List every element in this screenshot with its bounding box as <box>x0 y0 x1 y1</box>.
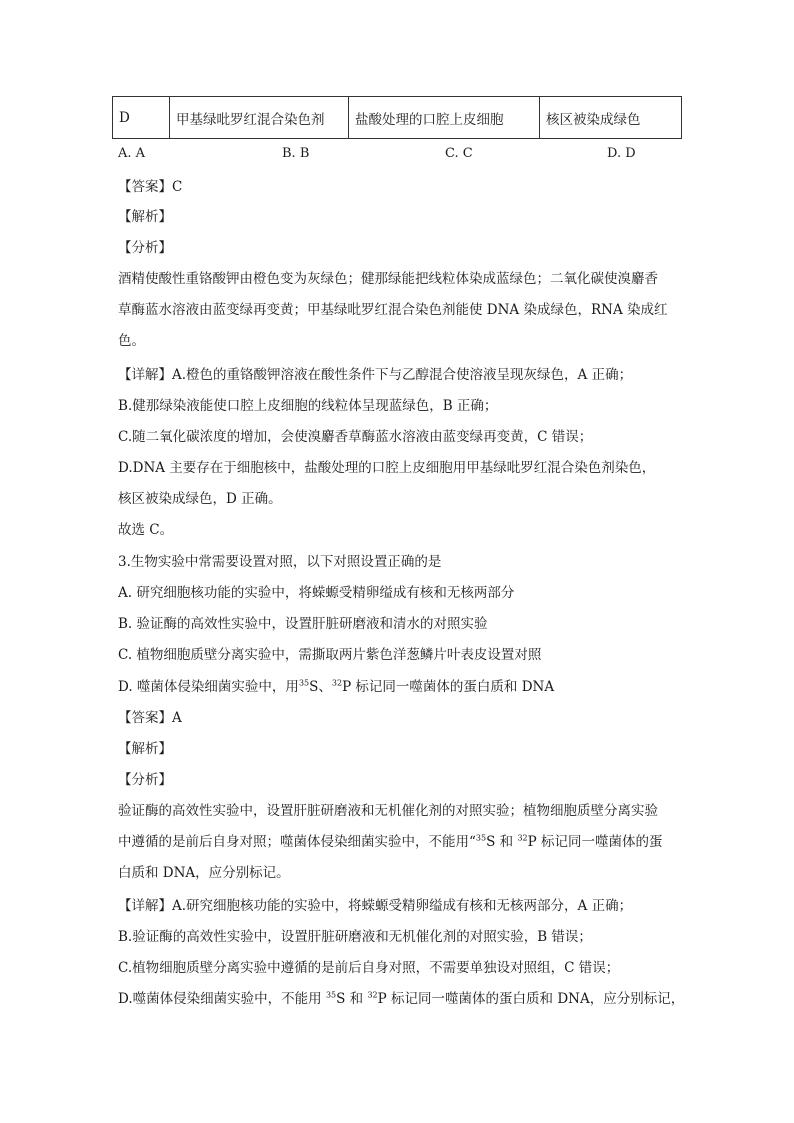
q2-fenxi-title: 【分析】 <box>118 240 172 256</box>
q3-detail-line: C.植物细胞质壁分离实验中遵循的是前后自身对照，不需要单独设对照组，C 错误； <box>118 960 620 976</box>
q3-detail-line: 【详解】A.研究细胞核功能的实验中，将蝾螈受精卵缢成有核和无核两部分，A 正确； <box>118 898 633 914</box>
q3-option-d <box>118 678 554 696</box>
choice-c: C. C <box>445 146 473 161</box>
text: D.噬菌体侵染细菌实验中，不能用 <box>118 991 326 1007</box>
q2-fenxi-line: 酒精使酸性重铬酸钾由橙色变为灰绿色；健那绿能把线粒体染成蓝绿色；二氧化碳使溴麝香 <box>118 271 658 287</box>
q3-option-c: C. 植物细胞质壁分离实验中，需撕取两片紫色洋葱鳞片叶表皮设置对照 <box>118 647 542 663</box>
text: P 标记同一噬菌体的蛋白质和 DNA <box>342 679 555 695</box>
q3-fenxi-line <box>118 833 663 851</box>
q3-fenxi-line: 白质和 DNA，应分别标记。 <box>118 865 290 881</box>
q3-stem: 3.生物实验中常需要设置对照，以下对照设置正确的是 <box>118 554 442 570</box>
text: D. 噬菌体侵染细菌实验中，用 <box>118 679 299 695</box>
q2-answer: 【答案】C <box>118 179 183 195</box>
text: P 标记同一噬菌体的蛋白质和 DNA，应分别标记， <box>377 991 685 1007</box>
q2-fenxi-line: 草酶蓝水溶液由蓝变绿再变黄；甲基绿吡罗红混合染色剂能使 DNA 染成绿色，RNA 染成红 <box>118 302 668 318</box>
answer-choices <box>118 146 678 164</box>
options-table <box>112 96 682 139</box>
table-cell-reagent: 甲基绿吡罗红混合染色剂 <box>170 97 349 139</box>
superscript: 35 <box>298 678 310 688</box>
text: P 标记同一噬菌体的蛋 <box>527 834 663 850</box>
text: 中遵循的是前后自身对照；噬菌体侵染细菌实验中，不能用“ <box>118 834 476 850</box>
q2-detail-line: 【详解】A.橙色的重铬酸钾溶液在酸性条件下与乙醇混合使溶液呈现灰绿色，A 正确； <box>118 367 633 383</box>
q3-detail-line: B.验证酶的高效性实验中，设置肝脏研磨液和无机催化剂的对照实验，B 错误； <box>118 929 592 945</box>
q2-conclusion: 故选 C。 <box>118 522 174 538</box>
q2-fenxi-line: 色。 <box>118 333 145 349</box>
table-row <box>113 97 682 139</box>
q3-answer: 【答案】A <box>118 710 182 726</box>
superscript: 32 <box>517 833 528 843</box>
text: S 和 <box>486 834 518 850</box>
table-cell-label: D <box>113 97 170 139</box>
q2-detail-line: 核区被染成绿色，D 正确。 <box>118 491 282 507</box>
q3-fenxi-line: 验证酶的高效性实验中，设置肝脏研磨液和无机催化剂的对照实验；植物细胞质壁分离实验 <box>118 803 658 819</box>
choice-b: B. B <box>282 146 310 161</box>
q3-analysis-title: 【解析】 <box>118 741 172 757</box>
q2-detail-line: B.健那绿染液能使口腔上皮细胞的线粒体呈现蓝绿色，B 正确； <box>118 398 498 414</box>
text: S、 <box>309 679 332 695</box>
superscript: 32 <box>367 990 378 1000</box>
table-cell-material: 盐酸处理的口腔上皮细胞 <box>349 97 540 139</box>
superscript: 32 <box>331 678 343 688</box>
choice-d: D. D <box>607 146 636 161</box>
choice-a: A. A <box>118 146 146 161</box>
q3-option-b: B. 验证酶的高效性实验中，设置肝脏研磨液和清水的对照实验 <box>118 616 488 632</box>
q3-detail-line <box>118 990 684 1008</box>
table-cell-result: 核区被染成绿色 <box>540 97 682 139</box>
q3-fenxi-title: 【分析】 <box>118 772 172 788</box>
text: S 和 <box>336 991 368 1007</box>
superscript: 35 <box>325 990 337 1000</box>
q2-detail-line: D.DNA 主要存在于细胞核中，盐酸处理的口腔上皮细胞用甲基绿吡罗红混合染色剂染色， <box>118 460 656 476</box>
q3-option-a: A. 研究细胞核功能的实验中，将蝾螈受精卵缢成有核和无核两部分 <box>118 585 515 601</box>
q2-analysis-title: 【解析】 <box>118 209 172 225</box>
q2-detail-line: C.随二氧化碳浓度的增加，会使溴麝香草酶蓝水溶液由蓝变绿再变黄，C 错误； <box>118 429 593 445</box>
superscript: 35 <box>475 833 487 843</box>
